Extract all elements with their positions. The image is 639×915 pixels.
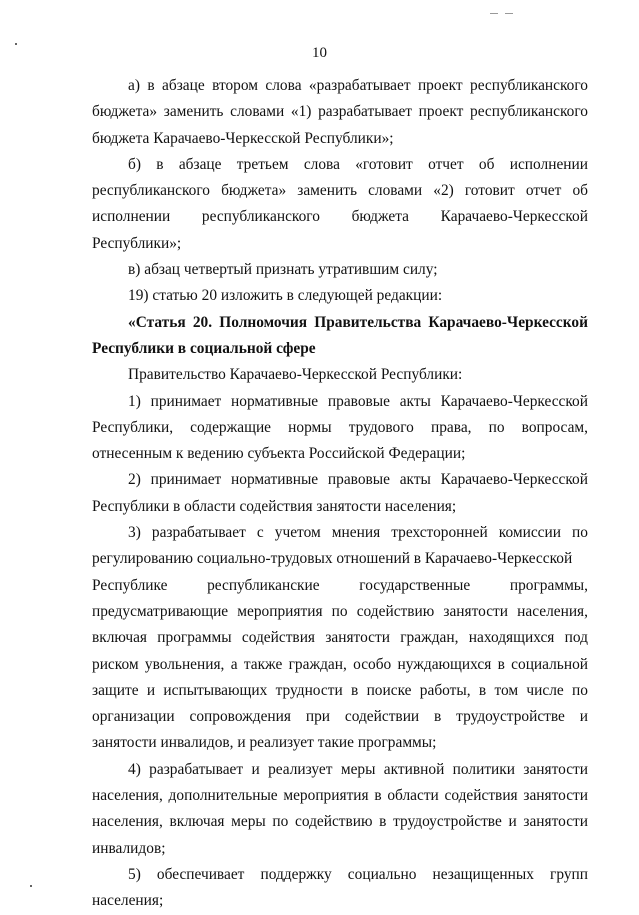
paragraph-item-19: 19) статью 20 изложить в следующей редакции: xyxy=(128,287,443,305)
document-body xyxy=(92,73,588,915)
scan-speck xyxy=(30,885,32,887)
paragraph-item-5: 5) обеспечивает поддержку социально незащищенных групп населения; xyxy=(92,865,588,910)
paragraph-government-intro: Правительство Карачаево-Черкесской Республики: xyxy=(128,366,463,384)
paragraph-item-1: 1) принимает нормативные правовые акты Карачаево-Черкесской Республики, содержащие нормы трудового права, по вопросам, отнесенным к ведению субъекта Российской Федерации; xyxy=(92,392,588,463)
article-20-heading: «Статья 20. Полномочия Правительства Карачаево-Черкесской Республики в социальной сфере xyxy=(92,313,588,357)
paragraph-item-3-part-2: Республике республиканские государственные программы, xyxy=(92,576,588,594)
paragraph-item-4: 4) разрабатывает и реализует меры активной политики занятости населения, дополнительные мероприятия в области содействия занятости населения, включая меры по содействию в трудоустройстве и занятости инвалидов; xyxy=(92,760,588,857)
paragraph-item-3-part-1: 3) разрабатывает с учетом мнения трехсторонней комиссии по регулированию социально-трудовых отношений в Карачаево-Черкесской xyxy=(92,524,588,568)
page-number: 10 xyxy=(312,45,327,61)
paragraph-item-2: 2) принимает нормативные правовые акты Карачаево-Черкесской Республики в области содействия занятости населения; xyxy=(92,471,588,515)
paragraph-a: а) в абзаце втором слова «разрабатывает проект республиканского бюджета» заменить словами «1) разрабатывает проект республиканского бюджета Карачаево-Черкесской Республики»; xyxy=(92,77,588,147)
scan-speck xyxy=(505,13,513,14)
paragraph-b: б) в абзаце третьем слова «готовит отчет об исполнении республиканского бюджета» заменить словами «2) готовит отчет об исполнении республиканского бюджета Карачаево-Черкесской Республики»; xyxy=(92,155,588,252)
paragraph-item-3-part-3: предусматривающие мероприятия по содействию занятости населения, включая программы содействия занятости граждан, находящихся под риском увольнения, а также граждан, особо нуждающихся в социальной защите и испытывающих трудности в поиске работы, в том числе по организации сопровождения при содействии в трудоустройстве и занятости инвалидов, и реализует такие программы; xyxy=(92,602,588,752)
paragraph-c: в) абзац четвертый признать утратившим силу; xyxy=(128,261,438,279)
scan-speck xyxy=(490,13,498,14)
scan-speck xyxy=(15,43,17,45)
